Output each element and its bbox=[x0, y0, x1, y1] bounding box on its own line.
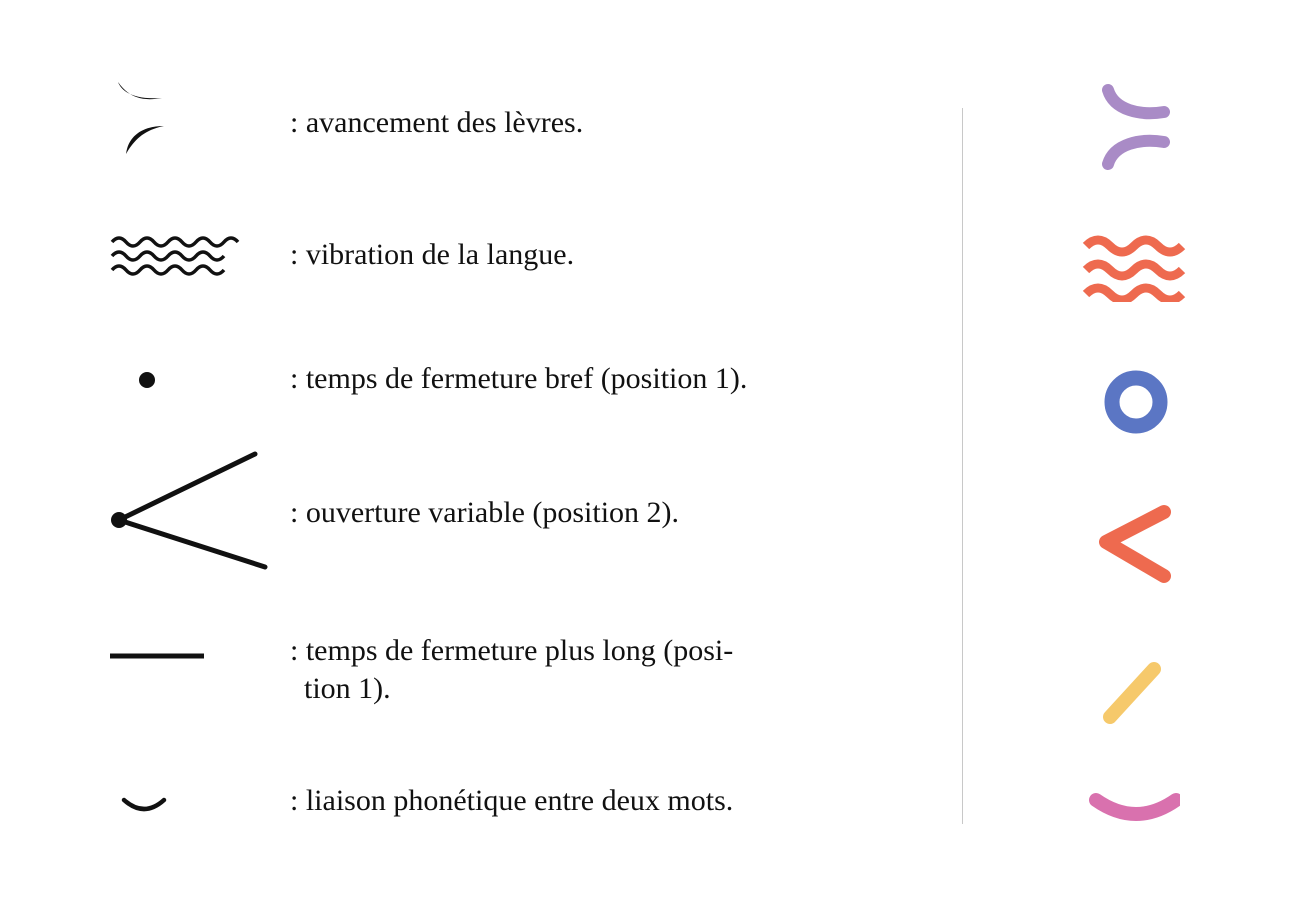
dot-icon bbox=[128, 360, 168, 400]
legend-row-variable-opening bbox=[0, 450, 900, 575]
legend-label: : temps de fermeture bref (position 1). bbox=[290, 362, 748, 395]
legend-label: : avancement des lèvres. bbox=[290, 106, 584, 139]
lip-advancement-icon bbox=[1080, 80, 1170, 180]
lip-advancement-icon bbox=[100, 78, 180, 158]
horizontal-bar-icon bbox=[106, 646, 216, 666]
legend-label-line-2: tion 1). bbox=[304, 672, 391, 705]
legend-row-lip-advancement bbox=[0, 78, 900, 158]
opening-angle-icon bbox=[105, 450, 275, 575]
legend-row-short-closure bbox=[0, 360, 900, 400]
legend-label: : vibration de la langue. bbox=[290, 238, 575, 271]
legend-label-line-1: : temps de fermeture plus long (posi- bbox=[290, 634, 734, 667]
slash-icon bbox=[1080, 655, 1180, 735]
wavy-lines-icon bbox=[108, 230, 248, 290]
wavy-lines-icon bbox=[1080, 232, 1190, 302]
ring-icon bbox=[1080, 358, 1170, 448]
legend-row-phonetic-liaison bbox=[0, 782, 900, 822]
opening-angle-icon bbox=[1080, 500, 1180, 590]
column-divider bbox=[962, 108, 963, 824]
legend-label: : liaison phonétique entre deux mots. bbox=[290, 784, 734, 817]
legend-label-multiline bbox=[290, 632, 733, 708]
liaison-arc-icon bbox=[120, 782, 170, 822]
legend-row-tongue-vibration bbox=[0, 230, 900, 290]
legend-row-long-closure bbox=[0, 628, 900, 718]
liaison-arc-icon bbox=[1080, 784, 1180, 834]
legend-label: : ouverture variable (position 2). bbox=[290, 496, 680, 529]
